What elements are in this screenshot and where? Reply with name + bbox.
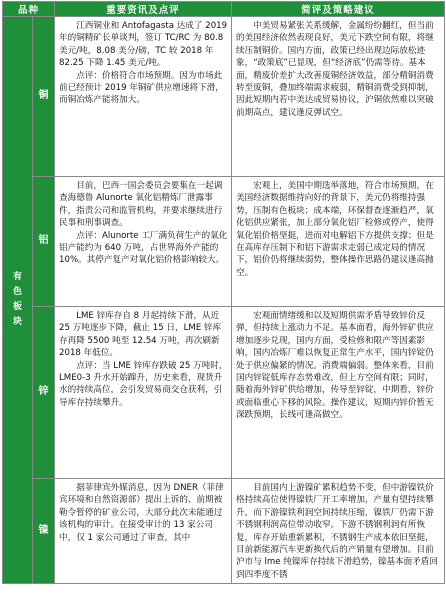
news-paragraph: LME 锌库存自 8 月起持续下滑，从近 25 万吨逐步下降，截止 15 日，LME 锌库存再降 5500 吨至 12.54 万吨，再次刷新 2018 年低位。 (59, 311, 222, 359)
header-row (3, 2, 445, 17)
table-row-aluminum (3, 177, 445, 307)
header-news: 重要资讯及点评 (55, 2, 232, 17)
commodity-table (2, 1, 445, 584)
news-cell (55, 307, 232, 479)
news-comment: 点评：当 LME 锌库存跌破 25 万吨时，LME0-3 升水开始蹿升，历史来看，现货升水的持续高位，会引发贸易商交仓获利，引导库存持续攀升。 (59, 360, 228, 408)
metal-label: 铝 (33, 177, 55, 307)
header-strategy: 简评及策略建议 (232, 2, 445, 17)
table-row-nickel (3, 479, 445, 584)
news-cell (55, 17, 232, 177)
sector-label: 有 色 板 块 (3, 17, 33, 584)
table-row-zinc (3, 307, 445, 479)
strategy-cell: 目前国内上游镍矿累积趋势不变，但中游镍铁价格持续高位使得镍铁厂开工率增加，产量有望持续攀升，而下游镍铁利润空间持续压缩，镍铁厂仍需下游不锈钢利润高位带动收窄。下游不锈钢利润有所恢复，库存开始重新累积，不锈钢生产成本依旧坚挺，目前新能源汽车更新换代后的产销量有望增加。目前沪市与 lme 纯镍库存持续下滑趋势，镍基本面矛盾回到四季度不锈 (232, 479, 445, 584)
strategy-cell: 宏观上，美国中期选举落地，符合市场预期，在美国经济数据维持向好的背景下，美元仍将维持强势，压制有色板块；成本端，环保督查逐渐趋严，氧化铝供应紧张，加上部分氧化铝厂检修或停产，使得氧化铝价格坚挺，进而对电解铝下方提供支撑；但是在高库存压制下和铝下游需求走弱已成定局的情况下，铝价仍将继续弱势，整体操作思路仍建议逢高抛空。 (232, 177, 445, 307)
table-row-copper (3, 17, 445, 177)
news-comment: 点评：Alunorte 工厂满负荷生产的氧化铝产能约为 640 万吨，占世界海外产能的 10%。其停产复产对氧化铝价格影响较大。 (59, 230, 228, 266)
news-cell (55, 479, 232, 584)
news-paragraph: 据菲律宾外媒消息，因为 DNER（菲律宾环境和自然资源部）提出上诉的、前期被勒令暂停的矿业公司，大部分此次未能通过该机构的审计。在接受审计的 13 家公司中，仅 1 家公司通过了审查，其中 (59, 483, 224, 543)
metal-label: 铜 (33, 17, 55, 177)
news-paragraph: 目前，巴西一国会委员会要集在一起调查海德鲁 Alunorte 氧化铝精炼厂泄露事件，指责公司和监管机构，并要求继续进行民事和刑事调查。 (59, 181, 223, 229)
header-variety: 品种 (3, 2, 55, 17)
strategy-cell: 宏观面情绪缓和以及短期供需矛盾导致锌价反弹，但持续上涨动力不足。基本面看，海外锌矿供应增加逐步兑现，国内方面，受检修和限产等因素影响，国内冶炼厂难以恢复正常生产水平，国内锌锭仍处于供应偏紧的情况。消费端偏弱。整体来看，目前国内锌锭低库存态势难改，但上方空间有限；同时，随着海外锌矿供给增加，传导至锌锭，中期看，锌价或面临重心下移的风险。操作建议，短期内锌价暂无深跌预期，长线可逢高做空。 (232, 307, 445, 479)
news-comment: 点评：价格符合市场预期。因为市场此前已经预计 2019 年铜矿供应增速将下滑，而铜冶炼产能将加大。 (59, 70, 224, 106)
metal-label: 锌 (33, 307, 55, 479)
news-cell (55, 177, 232, 307)
strategy-cell: 中美贸易紧张关系缓解，金属纷纷翻红，但当前的美国经济依然表现良好，美元下跌空间有限，将继续压制铜价。国内方面，政策已经出现边际放松迹象，“政策底”已显现，但“经济底”仍需等待。基本面，精废价差扩大改善废铜经济效益，部分精铜消费转至废铜，叠加终端需求疲弱，精铜消费受到抑制，因此短期内若中美达成贸易协议，沪铜依然难以突破前期高点，建议逢反弹试空。 (232, 17, 445, 177)
metal-label: 镍 (33, 479, 55, 584)
news-paragraph: 江西铜业和 Antofagasta 达成了 2019 年的铜精矿长单谈判，签订 TC/RC 为 80.8 美元/吨，8.08 美分/磅，TC 较 2018 年 82.25 下降 1.45 美元/吨。 (59, 21, 228, 69)
